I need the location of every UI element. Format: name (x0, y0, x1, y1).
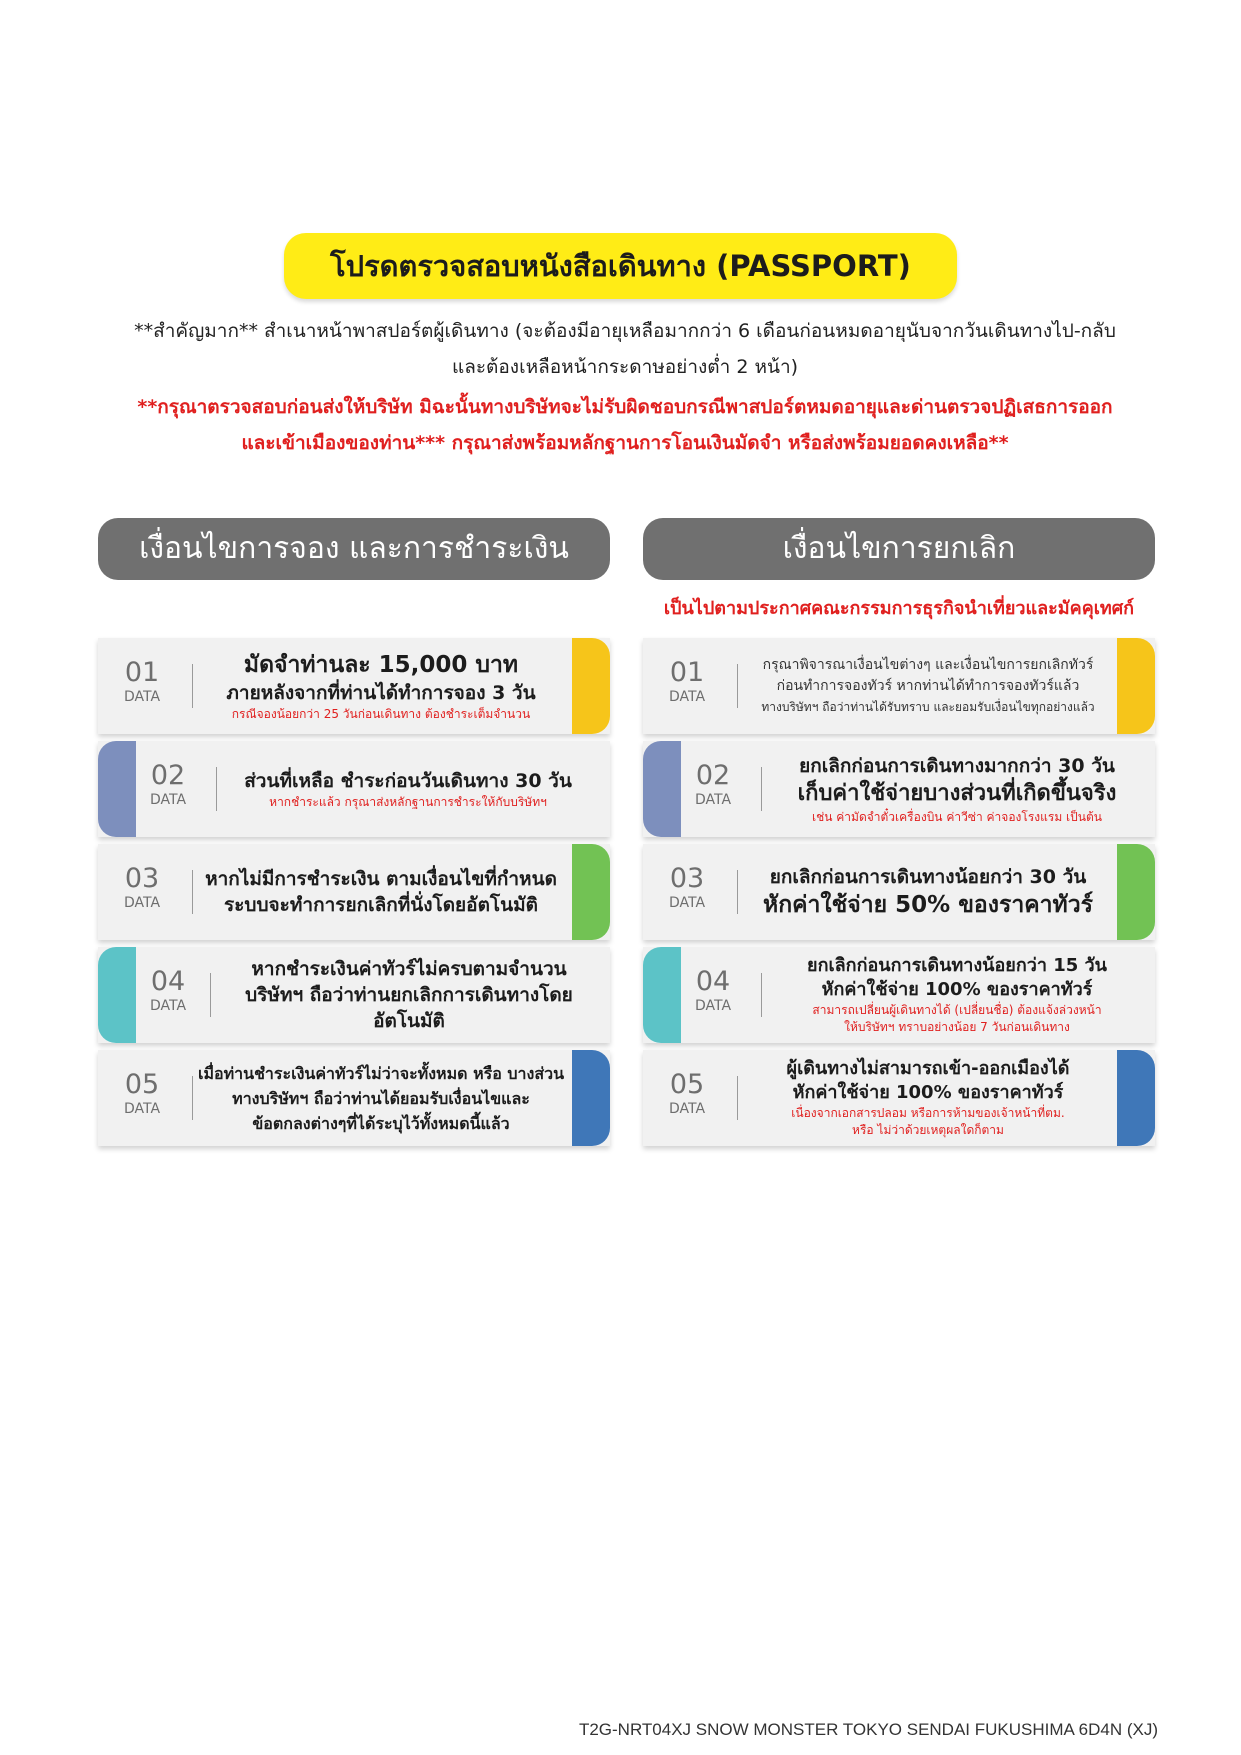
card-red-note: หากชำระแล้ว กรุณาส่งหลักฐานการชำระให้กับบริษัทฯ (269, 794, 547, 809)
card-color-tab (572, 638, 610, 734)
data-label: DATA (123, 1101, 161, 1117)
divider (216, 767, 217, 811)
card-line: หากไม่มีการชำระเงิน ตามเงื่อนไขที่กำหนด (205, 868, 557, 890)
divider (737, 870, 738, 914)
number-text: 01 (124, 657, 160, 688)
cancel-card-01 (643, 638, 1155, 734)
card-number (128, 967, 208, 1015)
number-text: 02 (150, 760, 186, 791)
card-text (212, 947, 606, 1043)
card-line: หักค่าใช้จ่าย 100% ของราคาทัวร์ (821, 979, 1093, 1000)
data-label: DATA (149, 792, 187, 808)
card-line: ผู้เดินทางไม่สามารถเข้า-ออกเมืองได้ (786, 1058, 1070, 1079)
notice-line: และต้องเหลือหน้ากระดาษอย่างต่ำ 2 หน้า) (451, 356, 799, 378)
card-line: ก่อนทำการจองทัวร์ หากท่านได้ทำการจองทัวร์แล้ว (776, 677, 1080, 694)
divider (210, 973, 211, 1017)
card-color-tab (1117, 844, 1155, 940)
data-label: DATA (123, 689, 161, 705)
number-text: 04 (150, 966, 186, 997)
number-text: 02 (695, 760, 731, 791)
card-red-note: หรือ ไม่ว่าด้วยเหตุผลใดก็ตาม (852, 1123, 1004, 1137)
cancel-card-05 (643, 1050, 1155, 1146)
card-number (102, 864, 182, 912)
card-number (102, 658, 182, 706)
number-text: 05 (124, 1069, 160, 1100)
cancel-column (643, 518, 1155, 1153)
card-number (647, 864, 727, 912)
data-label: DATA (668, 689, 706, 705)
card-line: ยกเลิกก่อนการเดินทางมากกว่า 30 วัน (799, 754, 1115, 777)
booking-card-01 (98, 638, 610, 734)
divider (761, 767, 762, 811)
divider (192, 870, 193, 914)
card-red-note: เช่น ค่ามัดจำตั๋วเครื่องบิน ค่าวีซ่า ค่าจองโรงแรม เป็นต้น (812, 809, 1102, 824)
divider (737, 1076, 738, 1120)
divider (192, 1076, 193, 1120)
card-line: ข้อตกลงต่างๆที่ได้ระบุไว้ทั้งหมดนี้แล้ว (252, 1113, 510, 1133)
cancel-card-02 (643, 741, 1155, 837)
card-line: บริษัทฯ ถือว่าท่านยกเลิกการเดินทางโดยอัตโนมัติ (245, 984, 573, 1032)
card-line: ส่วนที่เหลือ ชำระก่อนวันเดินทาง 30 วัน (244, 769, 572, 792)
card-number (128, 761, 208, 809)
card-line: หักค่าใช้จ่าย 100% ของราคาทัวร์ (792, 1082, 1064, 1103)
card-text (194, 844, 568, 940)
card-line: กรุณาพิจารณาเงื่อนไขต่างๆ และเงื่อนไขการยกเลิกทัวร์ (762, 656, 1094, 673)
passport-warning (100, 389, 1150, 461)
card-color-tab (572, 1050, 610, 1146)
booking-card-04 (98, 947, 610, 1043)
card-line: ทางบริษัทฯ ถือว่าท่านได้รับทราบ และยอมรับเงื่อนไขทุกอย่างแล้ว (761, 699, 1095, 714)
card-line: ยกเลิกก่อนการเดินทางน้อยกว่า 15 วัน (807, 955, 1107, 976)
card-text (739, 1050, 1117, 1146)
card-big-line: หักค่าใช้จ่าย 50% ของราคาทัวร์ (763, 892, 1093, 918)
data-label: DATA (668, 895, 706, 911)
card-color-tab (1117, 638, 1155, 734)
card-line: ยกเลิกก่อนการเดินทางน้อยกว่า 30 วัน (769, 866, 1087, 888)
card-text (739, 844, 1117, 940)
data-label: DATA (694, 792, 732, 808)
warning-line: และเข้าเมืองของท่าน*** กรุณาส่งพร้อมหลักฐานการโอนเงินมัดจำ หรือส่งพร้อมยอดคงเหลือ** (241, 432, 1009, 454)
card-red-note: เนื่องจากเอกสารปลอม หรือการห้ามของเจ้าหน้าที่ตม. (791, 1106, 1065, 1120)
card-text (739, 638, 1117, 734)
divider (192, 664, 193, 708)
title-area (0, 233, 1241, 299)
card-red-note: ให้บริษัทฯ ทราบอย่างน้อย 7 วันก่อนเดินทาง (844, 1020, 1070, 1034)
card-line: ภายหลังจากที่ท่านได้ทำการจอง 3 วัน (226, 681, 536, 704)
booking-header: เงื่อนไขการจอง และการชำระเงิน (98, 518, 610, 580)
number-text: 03 (124, 863, 160, 894)
card-color-tab (1117, 1050, 1155, 1146)
cancel-card-04 (643, 947, 1155, 1043)
booking-subnote-spacer (98, 580, 610, 638)
card-number (102, 1070, 182, 1118)
card-number (647, 1070, 727, 1118)
data-label: DATA (123, 895, 161, 911)
passport-notice (100, 313, 1150, 385)
cancel-subnote: เป็นไปตามประกาศคณะกรรมการธุรกิจนำเที่ยวและมัคคุเทศก์ (663, 598, 1135, 619)
card-number (673, 967, 753, 1015)
data-label: DATA (668, 1101, 706, 1117)
card-text (763, 741, 1151, 837)
card-line: ทางบริษัทฯ ถือว่าท่านได้ยอมรับเงื่อนไขและ (232, 1088, 530, 1108)
warning-line: **กรุณาตรวจสอบก่อนส่งให้บริษัท มิฉะนั้นทางบริษัทจะไม่รับผิดชอบกรณีพาสปอร์ตหมดอายุและด่านตรวจปฏิเสธการออก (137, 396, 1113, 418)
booking-card-03 (98, 844, 610, 940)
booking-card-05 (98, 1050, 610, 1146)
booking-card-02 (98, 741, 610, 837)
card-line: หากชำระเงินค่าทัวร์ไม่ครบตามจำนวน (251, 958, 567, 980)
number-text: 04 (695, 966, 731, 997)
page-title: โปรดตรวจสอบหนังสือเดินทาง (PASSPORT) (284, 233, 957, 299)
footer-code: T2G-NRT04XJ SNOW MONSTER TOKYO SENDAI FUKUSHIMA 6D4N (XJ) (578, 1720, 1158, 1739)
card-red-note: สามารถเปลี่ยนผู้เดินทางได้ (เปลี่ยนชื่อ) ต้องแจ้งล่วงหน้า (812, 1003, 1102, 1017)
card-red-note: กรณีจองน้อยกว่า 25 วันก่อนเดินทาง ต้องชำระเต็มจำนวน (231, 706, 531, 721)
card-text (194, 638, 568, 734)
card-text (218, 741, 598, 837)
card-text (194, 1050, 568, 1146)
number-text: 03 (669, 863, 705, 894)
data-label: DATA (149, 998, 187, 1014)
data-label: DATA (694, 998, 732, 1014)
number-text: 05 (669, 1069, 705, 1100)
number-text: 01 (669, 657, 705, 688)
booking-column (98, 518, 610, 1153)
card-color-tab (572, 844, 610, 940)
cancel-card-03 (643, 844, 1155, 940)
card-number (647, 658, 727, 706)
cancel-header: เงื่อนไขการยกเลิก (643, 518, 1155, 580)
divider (761, 973, 762, 1017)
divider (737, 664, 738, 708)
card-number (673, 761, 753, 809)
card-line: มัดจำท่านละ 15,000 บาท (243, 651, 519, 678)
card-text (763, 947, 1151, 1043)
card-line: ระบบจะทำการยกเลิกที่นั่งโดยอัตโนมัติ (224, 894, 538, 916)
notice-line: **สำคัญมาก** สำเนาหน้าพาสปอร์ตผู้เดินทาง (จะต้องมีอายุเหลือมากกว่า 6 เดือนก่อนหมดอายุนับจากวันเดินทางไป-กลับ (134, 320, 1116, 342)
card-big-line: เก็บค่าใช้จ่ายบางส่วนที่เกิดขึ้นจริง (797, 780, 1117, 806)
card-line: เมื่อท่านชำระเงินค่าทัวร์ไม่ว่าจะทั้งหมด หรือ บางส่วน (197, 1063, 565, 1083)
